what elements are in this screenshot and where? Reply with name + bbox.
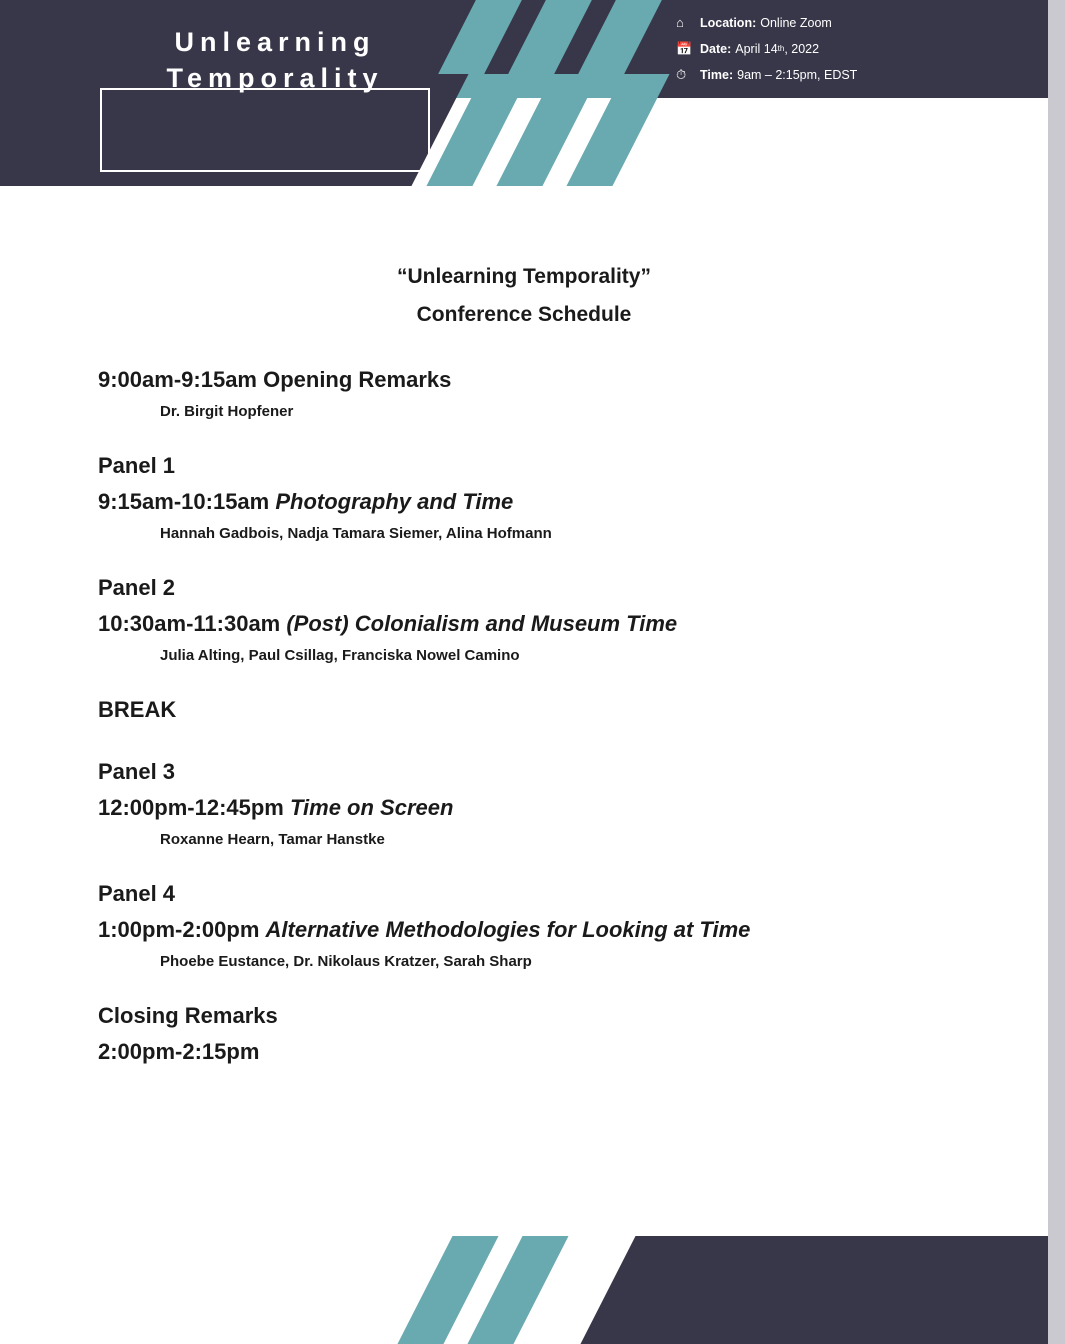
- schedule-item-head: [98, 790, 978, 826]
- schedule-item-panel: Panel 1: [98, 453, 176, 478]
- schedule-item-topic: Time on Screen: [289, 795, 454, 820]
- schedule-item-speakers: Roxanne Hearn, Tamar Hanstke: [160, 831, 385, 848]
- meta-location-value: Online Zoom: [760, 16, 832, 30]
- meta-location-label: Location:: [700, 16, 757, 30]
- schedule-item-time: 10:30am-11:30am: [98, 611, 287, 636]
- schedule-item-speakers: Phoebe Eustance, Dr. Nikolaus Kratzer, Sarah Sharp: [160, 953, 532, 970]
- schedule-item: [98, 876, 978, 975]
- schedule-item: [98, 362, 978, 425]
- schedule-item-head: [98, 606, 978, 642]
- home-icon: ⌂: [676, 15, 684, 30]
- meta-time-label: Time:: [700, 68, 734, 82]
- schedule-item-speakers: Dr. Birgit Hopfener: [160, 403, 294, 420]
- schedule-item-panel: Panel 4: [98, 881, 176, 906]
- clock-icon: ⏱: [676, 67, 687, 82]
- schedule-item: [98, 448, 978, 547]
- event-title-line1: Unlearning: [174, 27, 376, 57]
- schedule-list: [98, 362, 978, 1093]
- schedule-item-time: 9:00am-9:15am Opening Remarks: [98, 367, 452, 392]
- calendar-icon: 📅: [676, 41, 693, 56]
- schedule-item-panel: Panel 3: [98, 759, 176, 784]
- page-title-line1: “Unlearning Temporality”: [397, 265, 651, 288]
- meta-date-year: , 2022: [784, 42, 820, 56]
- meta-date-label: Date:: [700, 42, 732, 56]
- schedule-item-time: 1:00pm-2:00pm: [98, 917, 266, 942]
- page-title: [0, 258, 1048, 334]
- schedule-item-head: [98, 362, 978, 398]
- meta-date-value: April 14: [735, 42, 778, 56]
- schedule-item-time: 12:00pm-12:45pm: [98, 795, 290, 820]
- page-edge: [1048, 0, 1065, 1344]
- bottom-banner-shape: [580, 1236, 1048, 1344]
- schedule-item-closing: [98, 998, 978, 1070]
- schedule-item-break: [98, 692, 978, 728]
- meta-location: [676, 10, 857, 36]
- event-title: [110, 24, 440, 96]
- schedule-item-topic: (Post) Colonialism and Museum Time: [286, 611, 678, 636]
- schedule-item-panel: Panel 2: [98, 575, 176, 600]
- schedule-item-topic: Alternative Methodologies for Looking at Time: [265, 917, 751, 942]
- meta-time: [676, 62, 857, 88]
- schedule-item-speakers: Julia Alting, Paul Csillag, Franciska Nowel Camino: [160, 647, 520, 664]
- schedule-item-head: [98, 912, 978, 948]
- schedule-item: [98, 570, 978, 669]
- schedule-item-time: 9:15am-10:15am: [98, 489, 276, 514]
- title-frame: [100, 88, 430, 172]
- schedule-item: [98, 754, 978, 853]
- meta-date: [676, 36, 857, 62]
- event-meta-list: [676, 10, 857, 88]
- schedule-closing-time: 2:00pm-2:15pm: [98, 1039, 260, 1064]
- event-title-line2: Temporality: [166, 63, 384, 93]
- schedule-item-speakers: Hannah Gadbois, Nadja Tamara Siemer, Alina Hofmann: [160, 525, 552, 542]
- meta-date-sup: th: [777, 44, 785, 53]
- schedule-item-topic: Photography and Time: [275, 489, 514, 514]
- schedule-break-label: BREAK: [98, 697, 177, 722]
- schedule-closing-label: Closing Remarks: [98, 1003, 278, 1028]
- page-title-line2: Conference Schedule: [416, 303, 632, 326]
- schedule-item-head: [98, 484, 978, 520]
- bottom-banner: [0, 1236, 1048, 1344]
- meta-time-value: 9am – 2:15pm, EDST: [737, 68, 858, 82]
